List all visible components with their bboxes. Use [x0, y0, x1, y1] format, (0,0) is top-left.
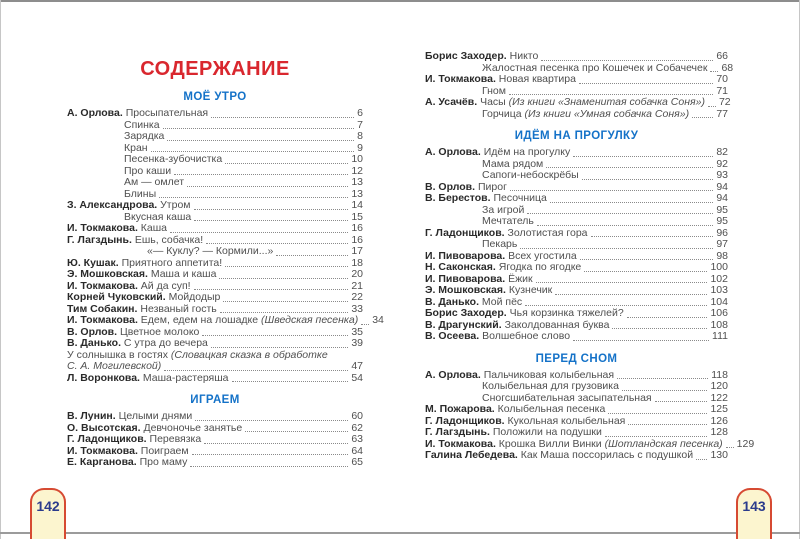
entry-title: «— Куклу? — Кормили...»	[147, 245, 274, 257]
entry-author: В. Данько.	[425, 295, 479, 308]
dot-leader	[608, 413, 707, 414]
dot-leader	[232, 381, 349, 382]
dot-leader	[195, 420, 348, 421]
entry-title: Спинка	[124, 118, 160, 131]
entry-author: В. Осеева.	[425, 330, 480, 342]
entry-title: Ай да суп!	[140, 279, 191, 292]
dot-leader	[151, 151, 355, 152]
entry-page-number: 63	[351, 433, 363, 445]
entry-title: Про маму	[139, 456, 188, 468]
entry-title: Колыбельная для грузовика	[482, 380, 619, 392]
entry-title: Цветное молоко	[119, 325, 200, 338]
entry-title-italic: С. А. Могилевской)	[67, 360, 162, 372]
entry-author: Е. Карганова.	[67, 456, 137, 468]
dot-leader	[550, 202, 713, 203]
entry-title-italic: (Шотландская песенка)	[604, 437, 723, 450]
entry-title: Едем, едем на лошадке	[140, 314, 259, 326]
entry-page-number: 71	[716, 84, 728, 97]
entry-title: Маша-растеряша	[142, 371, 229, 384]
entry-page-number: 13	[351, 187, 363, 200]
dot-leader	[163, 128, 355, 129]
entry-page-number: 95	[716, 215, 728, 227]
entry-page-number: 16	[351, 233, 363, 246]
toc-right-sections	[425, 50, 755, 462]
entry-title: Заколдованная буква	[504, 318, 610, 331]
entry-author: Э. Мошковская.	[425, 284, 506, 296]
dot-leader	[579, 83, 713, 84]
dot-leader	[202, 335, 348, 336]
entry-page-number: 15	[351, 210, 363, 223]
entry-title: Кран	[124, 141, 148, 154]
entry-author: В. Орлов.	[425, 180, 476, 193]
entry-title: Вкусная каша	[124, 210, 192, 223]
entry-author: Э. Мошковская.	[67, 268, 148, 280]
entry-page-number: 122	[710, 391, 728, 404]
dot-leader	[211, 117, 354, 118]
entry-title: Песенка-зубочистка	[124, 153, 223, 165]
dot-leader	[510, 190, 713, 191]
entry-page-number: 92	[716, 157, 728, 170]
dot-leader	[617, 378, 708, 379]
entry-page-number: 129	[736, 437, 755, 450]
entry-title: Девчоночье занятье	[143, 421, 243, 434]
dot-leader	[204, 443, 348, 444]
entry-title: Поиграем	[140, 444, 189, 457]
dot-leader	[627, 317, 708, 318]
entry-title: Пирог	[477, 180, 507, 193]
toc-entry-list	[425, 368, 755, 462]
entry-author: И. Токмакова.	[67, 222, 138, 234]
entry-author: И. Токмакова.	[425, 73, 496, 85]
entry-author: Г. Лагздынь.	[425, 426, 490, 438]
entry-title: Положили на подушки	[492, 426, 602, 438]
toc-entry	[67, 200, 363, 212]
dot-leader	[527, 213, 713, 214]
entry-page-number: 108	[710, 318, 728, 331]
toc-page-left	[67, 57, 384, 469]
entry-page-number: 21	[351, 279, 363, 292]
dot-leader	[187, 186, 348, 187]
toc-entry	[425, 147, 728, 159]
entry-title: Никто	[509, 50, 539, 62]
page-number-left: 142	[36, 498, 60, 514]
entry-title: Всех угостила	[508, 249, 577, 262]
entry-title: Гном	[482, 84, 506, 97]
toc-entry	[425, 193, 728, 205]
entry-title: Ам — омлет	[124, 176, 185, 188]
entry-title: Кузнечик	[508, 284, 553, 296]
dot-leader	[194, 220, 348, 221]
entry-author: З. Александрова.	[67, 199, 158, 211]
entry-title: Мама рядом	[482, 157, 544, 170]
dot-leader	[573, 340, 709, 341]
entry-title: Сногсшибательная засыпательная	[482, 391, 652, 404]
entry-author: В. Берестов.	[425, 192, 491, 204]
entry-page-number: 72	[718, 96, 731, 108]
entry-page-number: 70	[716, 73, 728, 85]
entry-title: Ягодка по ягодке	[498, 261, 582, 273]
entry-title: Незваный гость	[140, 302, 217, 315]
entry-title: С утра до вечера	[123, 337, 208, 349]
entry-label	[67, 373, 229, 385]
entry-title: Приятного аппетита!	[121, 256, 223, 269]
entry-title: Золотистая гора	[507, 226, 588, 239]
dot-leader	[225, 266, 348, 267]
entry-page-number: 126	[710, 414, 728, 427]
dot-leader	[211, 347, 348, 348]
dot-leader	[580, 259, 714, 260]
toc-entry	[67, 108, 363, 120]
entry-author: М. Пожарова.	[425, 403, 495, 415]
entry-page-number: 39	[351, 337, 363, 349]
entry-page-number: 8	[357, 130, 363, 142]
entry-page-number: 22	[351, 291, 363, 303]
entry-title: Горчица	[482, 107, 522, 120]
entry-page-number: 12	[351, 164, 363, 177]
dot-leader	[225, 163, 348, 164]
entry-page-number: 65	[351, 456, 363, 468]
entry-author: В. Драгунский.	[425, 318, 502, 331]
entry-author: Борис Заходер.	[425, 307, 507, 319]
dot-leader	[541, 60, 713, 61]
dot-leader	[164, 370, 348, 371]
entry-page-number: 7	[357, 118, 363, 131]
entry-title: Ёжик	[508, 272, 533, 285]
entry-title: Песочница	[493, 192, 547, 204]
toc-entry	[67, 373, 363, 385]
entry-author: В. Орлов.	[67, 325, 118, 338]
dot-leader	[546, 167, 713, 168]
dot-leader	[219, 278, 348, 279]
entry-author: Г. Ладонщиков.	[425, 226, 505, 239]
entry-title: Мойдодыр	[168, 291, 221, 303]
entry-title: Ешь, собачка!	[134, 233, 204, 246]
dot-leader	[190, 466, 348, 467]
entry-author: Н. Саконская.	[425, 261, 496, 273]
entry-title: Колыбельная песенка	[497, 403, 606, 415]
entry-title-italic: (Словацкая сказка в обработке	[170, 348, 328, 361]
entry-page-number: 128	[710, 426, 728, 438]
entry-label	[425, 450, 693, 462]
page-number-right: 143	[742, 498, 766, 514]
entry-page-number: 118	[711, 368, 728, 381]
entry-author: И. Токмакова.	[67, 314, 138, 326]
dot-leader	[194, 289, 349, 290]
entry-title: Новая квартира	[498, 73, 576, 85]
dot-leader	[159, 197, 348, 198]
entry-author: А. Усачёв.	[425, 96, 478, 108]
entry-page-number: 54	[351, 371, 363, 384]
entry-author: А. Орлова.	[425, 146, 481, 158]
entry-author: Л. Воронкова.	[67, 371, 140, 384]
entry-page-number: 95	[716, 203, 728, 216]
entry-page-number: 34	[372, 314, 384, 326]
toc-entry	[67, 166, 363, 178]
toc-entry	[67, 457, 363, 469]
entry-author: О. Высотская.	[67, 421, 141, 434]
entry-page-number: 17	[351, 245, 363, 257]
entry-author: И. Пивоварова.	[425, 249, 506, 262]
entry-page-number: 64	[351, 444, 363, 457]
toc-entry	[67, 120, 363, 132]
entry-author: Галина Лебедева.	[425, 449, 518, 461]
entry-page-number: 47	[351, 360, 363, 372]
entry-title: Кукольная колыбельная	[507, 414, 626, 427]
toc-entry	[425, 331, 728, 343]
toc-entry-list	[67, 411, 363, 469]
entry-page-number: 13	[351, 176, 363, 188]
entry-title: Чья корзинка тяжелей?	[509, 307, 624, 319]
dot-leader	[582, 179, 714, 180]
entry-author: Тим Собакин.	[67, 302, 138, 315]
entry-page-number: 125	[710, 403, 728, 415]
dot-leader	[555, 294, 707, 295]
entry-label	[67, 457, 187, 469]
toc-entry	[67, 177, 363, 189]
entry-page-number: 130	[710, 449, 728, 461]
entry-title: Пальчиковая колыбельная	[483, 368, 615, 381]
entry-page-number: 100	[710, 261, 728, 273]
entry-title: Про каши	[124, 164, 172, 177]
dot-leader	[245, 431, 348, 432]
dot-leader	[696, 459, 707, 460]
entry-page-number: 66	[716, 50, 728, 62]
entry-page-number: 18	[351, 256, 363, 269]
entry-page-number: 106	[710, 307, 728, 319]
dot-leader	[612, 328, 707, 329]
entry-page-number: 111	[712, 330, 728, 342]
entry-page-number: 103	[710, 284, 728, 296]
toc-entry	[425, 450, 728, 462]
dot-leader	[537, 225, 713, 226]
entry-title: Жалостная песенка про Кошечек и Собачечек	[482, 61, 708, 74]
entry-author: И. Токмакова.	[67, 279, 138, 292]
toc-page-right	[425, 50, 755, 462]
entry-page-number: 33	[351, 302, 363, 315]
entry-page-number: 60	[351, 410, 363, 422]
dot-leader	[525, 305, 707, 306]
dot-leader	[536, 282, 708, 283]
entry-author: Ю. Кушак.	[67, 256, 119, 269]
dot-leader	[223, 301, 348, 302]
entry-label	[425, 331, 570, 343]
entry-page-number: 20	[351, 268, 363, 280]
dot-leader	[192, 454, 349, 455]
toc-entry	[425, 228, 728, 240]
toc-entry	[425, 74, 728, 86]
entry-title: Мой пёс	[481, 295, 523, 308]
dot-leader	[206, 243, 348, 244]
dot-leader	[276, 255, 348, 256]
entry-title: Маша и каша	[150, 268, 217, 280]
dot-leader	[692, 117, 713, 118]
entry-title: Как Маша поссорилась с подушкой	[520, 449, 694, 461]
entry-page-number: 94	[716, 180, 728, 193]
entry-title: Пекарь	[482, 238, 518, 250]
entry-title: У солнышка в гостях	[67, 348, 168, 361]
entry-title-italic: (Из книги «Умная собачка Соня»)	[524, 107, 690, 120]
entry-title-italic: (Шведская песенка)	[261, 314, 359, 326]
entry-page-number: 68	[721, 61, 734, 74]
toc-entry	[425, 109, 728, 121]
entry-page-number: 16	[351, 222, 363, 234]
dot-leader	[622, 390, 708, 391]
entry-author: Г. Ладонщиков.	[425, 414, 505, 427]
entry-author: Г. Лагздынь.	[67, 233, 132, 246]
entry-author: А. Орлова.	[425, 368, 481, 381]
dot-leader	[710, 71, 718, 72]
dot-leader	[167, 140, 354, 141]
entry-page-number: 98	[716, 249, 728, 262]
entry-title: Просыпательная	[125, 107, 209, 119]
toc-title: СОДЕРЖАНИЕ	[140, 58, 290, 80]
entry-author: Борис Заходер.	[425, 50, 507, 62]
dot-leader	[170, 232, 348, 233]
entry-page-number: 10	[351, 153, 363, 165]
toc-entry-list	[425, 147, 728, 343]
entry-page-number: 62	[351, 421, 363, 434]
dot-leader	[628, 424, 707, 425]
entry-page-number: 96	[716, 226, 728, 239]
toc-entry-list	[425, 50, 734, 120]
entry-title: Целыми днями	[118, 410, 193, 422]
entry-page-number: 6	[357, 107, 363, 119]
toc-entry	[67, 131, 363, 143]
entry-author: А. Орлова.	[67, 107, 123, 119]
entry-author: В. Лунин.	[67, 410, 116, 422]
entry-title-italic: (Из книги «Знаменитая собачка Соня»)	[508, 96, 705, 108]
entry-author: И. Токмакова.	[67, 444, 138, 457]
page-number-tab-left	[30, 488, 66, 539]
entry-title: Мечтатель	[482, 215, 534, 227]
entry-page-number: 104	[710, 295, 728, 308]
entry-title: Волшебное слово	[482, 330, 571, 342]
entry-title: Блины	[124, 187, 157, 200]
entry-title: Крошка Вилли Винки	[498, 437, 602, 450]
dot-leader	[591, 236, 714, 237]
entry-page-number: 82	[716, 146, 728, 158]
entry-title: За игрой	[482, 203, 525, 216]
entry-title: Сапоги-небоскрёбы	[482, 169, 579, 181]
page-bottom-edge	[0, 532, 800, 534]
section-heading: МОЁ УТРО	[183, 91, 247, 103]
entry-page-number: 77	[716, 107, 728, 120]
entry-author: Корней Чуковский.	[67, 291, 166, 303]
entry-author: И. Токмакова.	[425, 437, 496, 450]
entry-page-number: 120	[710, 380, 728, 392]
toc-entry-list	[67, 107, 384, 384]
dot-leader	[361, 324, 369, 325]
entry-label	[482, 109, 689, 121]
entry-title: Утром	[160, 199, 191, 211]
page-left-edge	[0, 0, 1, 539]
entry-page-number: 97	[716, 238, 728, 250]
dot-leader	[194, 209, 349, 210]
dot-leader	[708, 106, 716, 107]
entry-title: Перевязка	[149, 433, 202, 445]
toc-entry	[425, 205, 728, 217]
entry-page-number: 35	[351, 325, 363, 338]
entry-title: Каша	[140, 222, 168, 234]
dot-leader	[655, 401, 708, 402]
entry-author: Г. Ладонщиков.	[67, 433, 147, 445]
entry-title: Зарядка	[124, 130, 165, 142]
toc-entry	[67, 154, 363, 166]
entry-page-number: 93	[716, 169, 728, 181]
page-number-tab-right	[736, 488, 772, 539]
dot-leader	[520, 248, 713, 249]
entry-page-number: 14	[351, 199, 363, 211]
toc-left-sections	[67, 91, 384, 469]
entry-page-number: 94	[716, 192, 728, 204]
entry-title: Часы	[480, 96, 506, 108]
section-heading: ПЕРЕД СНОМ	[535, 352, 618, 365]
section-heading: ИДЁМ НА ПРОГУЛКУ	[514, 130, 639, 142]
dot-leader	[605, 436, 708, 437]
dot-leader	[726, 447, 734, 448]
entry-author: В. Данько.	[67, 337, 121, 349]
entry-page-number: 9	[357, 141, 363, 154]
entry-page-number: 102	[710, 272, 728, 285]
entry-author: И. Пивоварова.	[425, 272, 506, 285]
dot-leader	[584, 271, 707, 272]
dot-leader	[509, 94, 713, 95]
dot-leader	[220, 312, 349, 313]
section-heading: ИГРАЕМ	[190, 394, 240, 406]
dot-leader	[174, 174, 348, 175]
dot-leader	[573, 156, 713, 157]
entry-title: Идём на прогулку	[483, 146, 571, 158]
page-top-edge	[0, 0, 800, 2]
